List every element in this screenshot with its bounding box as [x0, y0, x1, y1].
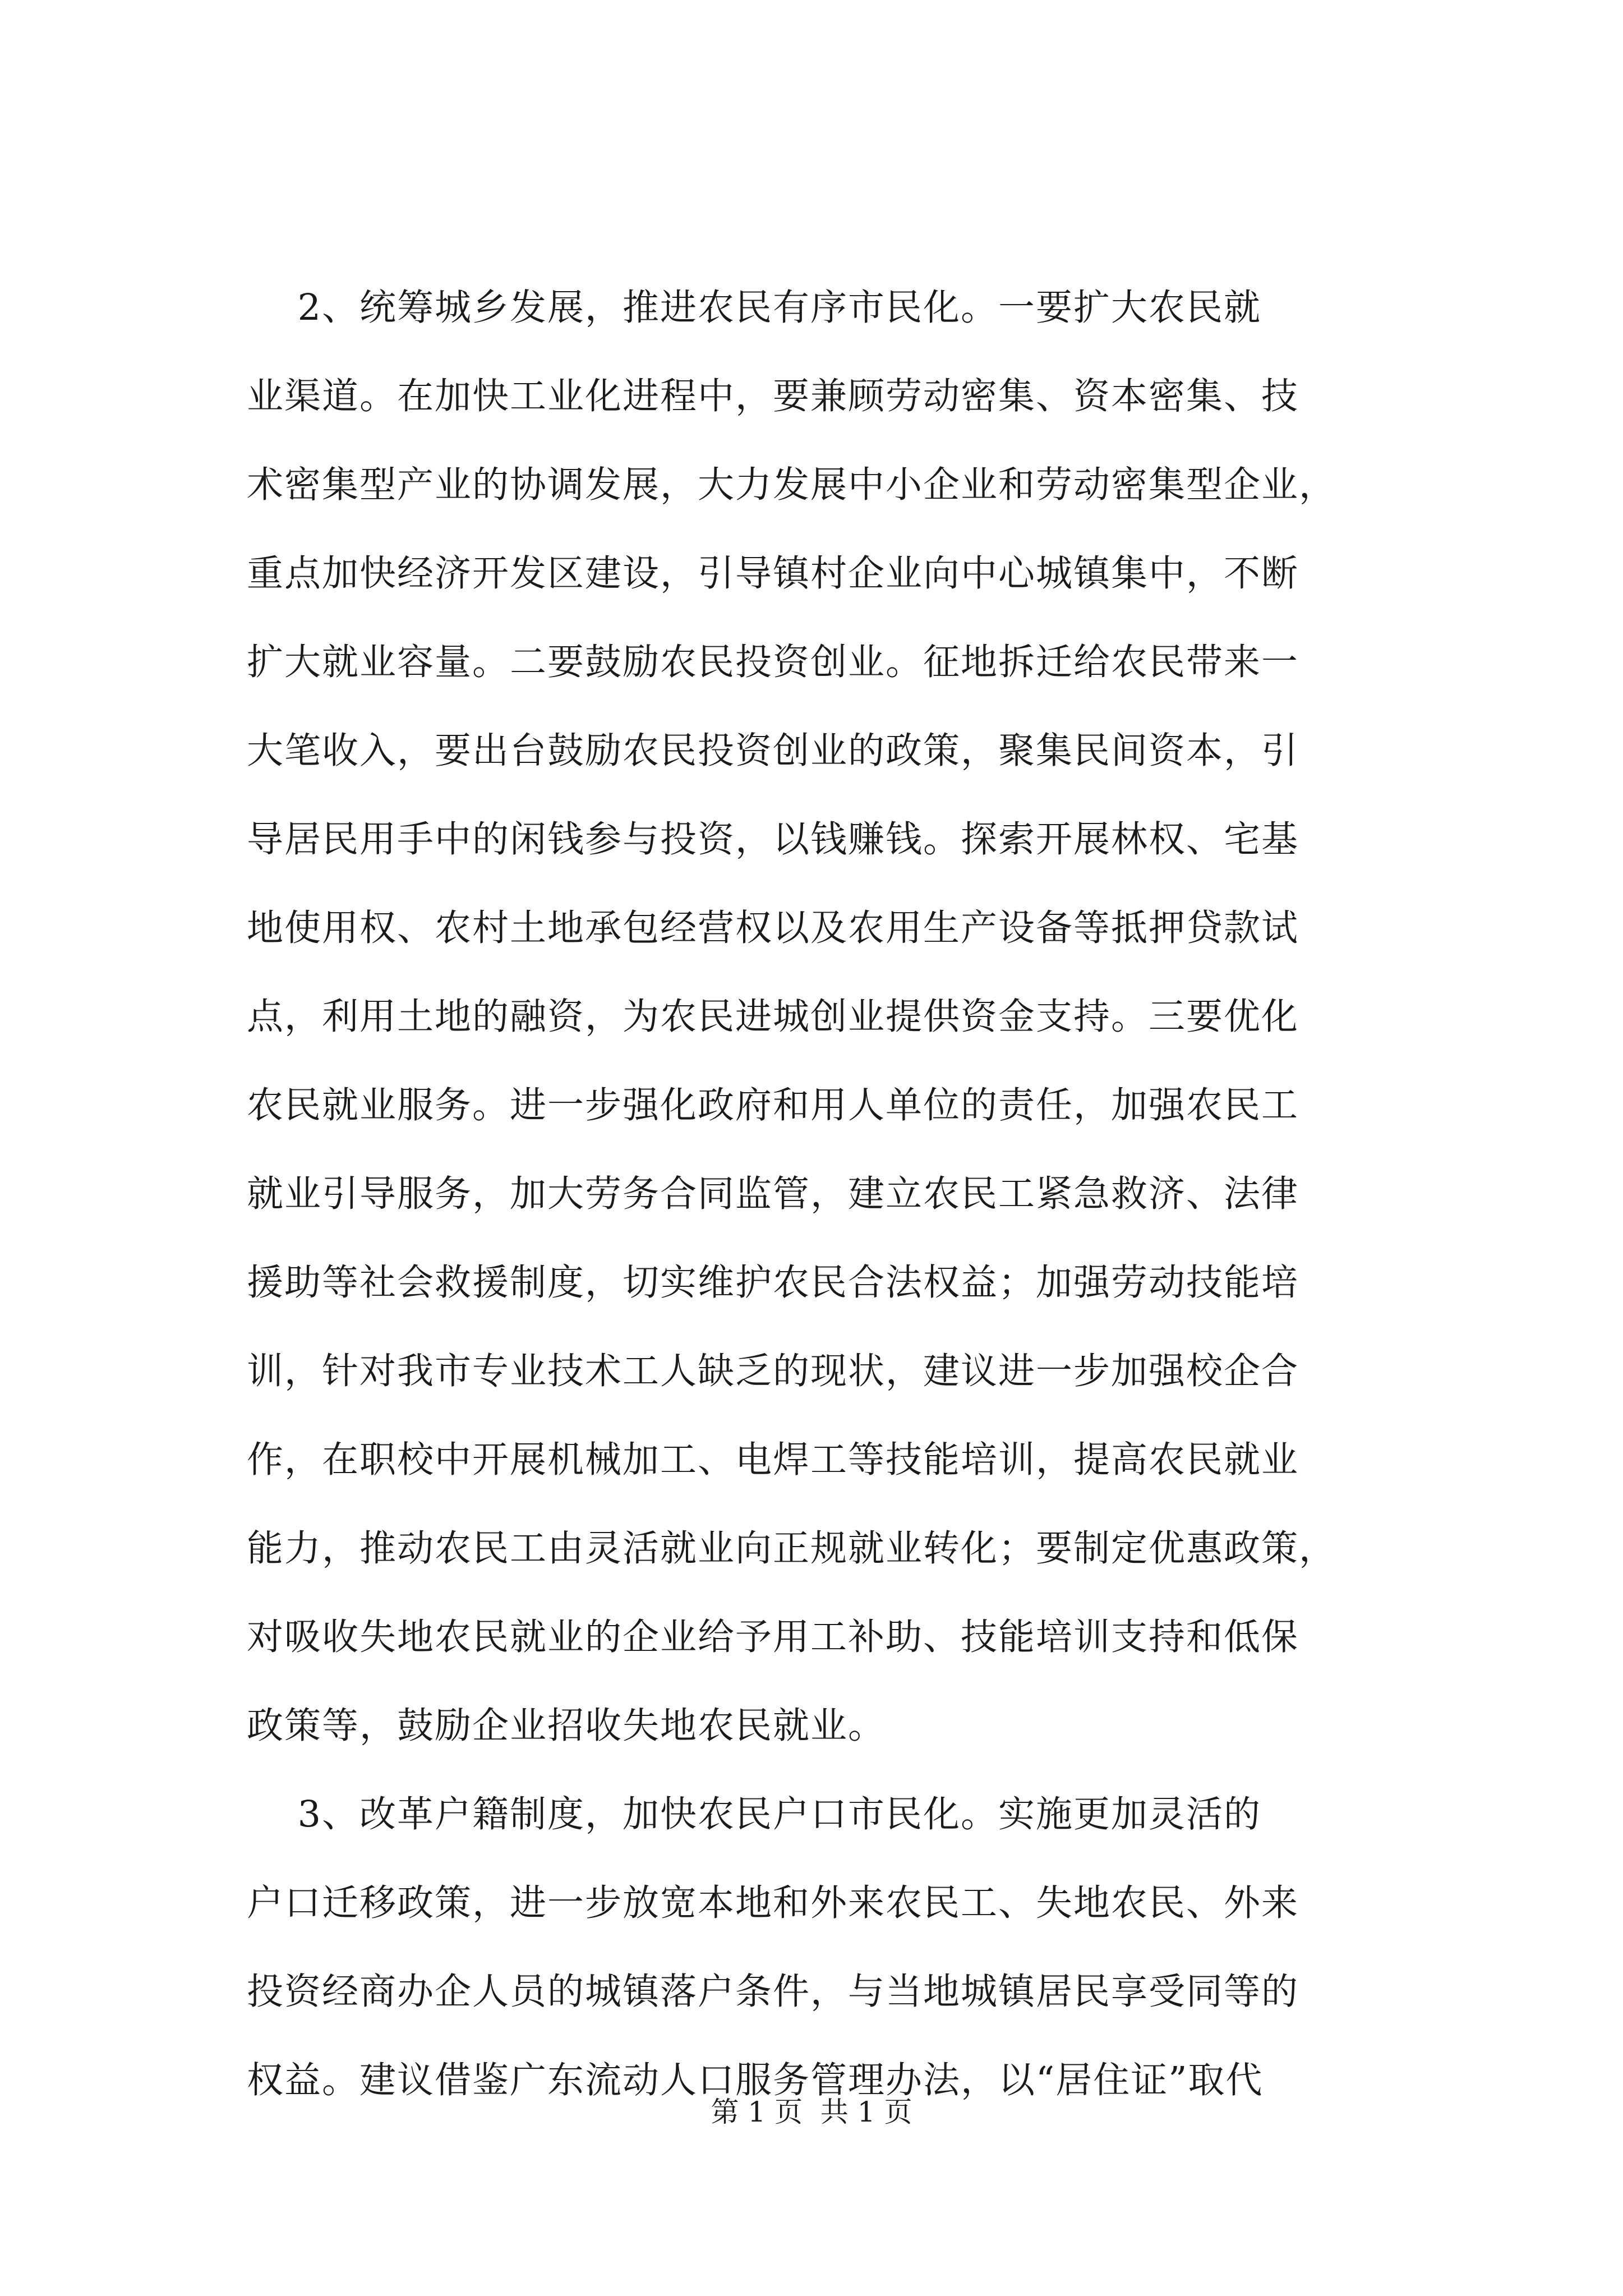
document-body — [247, 264, 1464, 2125]
body-line-19: 户口迁移政策，进一步放宽本地和外来农民工、失地农民、外来 — [247, 1882, 1299, 1924]
body-line-14: 作，在职校中开展机械加工、电焊工等技能培训，提高农民就业 — [247, 1439, 1299, 1481]
body-line-7: 导居民用手中的闲钱参与投资，以钱赚钱。探索开展林权、宅基 — [247, 818, 1299, 861]
body-line-8: 地使用权、农村土地承包经营权以及农用生产设备等抵押贷款试 — [247, 907, 1299, 949]
body-line-6: 大笔收入，要出台鼓励农民投资创业的政策，聚集民间资本，引 — [247, 730, 1299, 772]
body-line-18: 3、改革户籍制度，加快农民户口市民化。实施更加灵活的 — [247, 1793, 1262, 1835]
body-line-21: 权益。建议借鉴广东流动人口服务管理办法，以“居住证”取代 — [247, 2059, 1264, 2101]
body-line-4: 重点加快经济开发区建设，引导镇村企业向中心城镇集中，不断 — [247, 553, 1299, 595]
body-line-9: 点，利用土地的融资，为农民进城创业提供资金支持。三要优化 — [247, 996, 1299, 1038]
page-number-label: 第 1 页 共 1 页 — [711, 2096, 912, 2128]
body-line-13: 训，针对我市专业技术工人缺乏的现状，建议进一步加强校企合 — [247, 1350, 1299, 1392]
body-line-15: 能力，推动农民工由灵活就业向正规就业转化；要制定优惠政策， — [247, 1527, 1337, 1570]
body-line-10: 农民就业服务。进一步强化政府和用人单位的责任，加强农民工 — [247, 1084, 1299, 1126]
page-footer — [0, 2092, 1623, 2132]
body-line-17: 政策等，鼓励企业招收失地农民就业。 — [247, 1705, 886, 1747]
body-line-3: 术密集型产业的协调发展，大力发展中小企业和劳动密集型企业， — [247, 464, 1337, 506]
body-line-5: 扩大就业容量。二要鼓励农民投资创业。征地拆迁给农民带来一 — [247, 641, 1299, 683]
body-line-1: 2、统筹城乡发展，推进农民有序市民化。一要扩大农民就 — [247, 287, 1262, 329]
body-line-20: 投资经商办企人员的城镇落户条件，与当地城镇居民享受同等的 — [247, 1971, 1299, 2013]
body-line-2: 业渠道。在加快工业化进程中，要兼顾劳动密集、资本密集、技 — [247, 375, 1299, 417]
body-line-16: 对吸收失地农民就业的企业给予用工补助、技能培训支持和低保 — [247, 1616, 1299, 1658]
body-line-12: 援助等社会救援制度，切实维护农民合法权益；加强劳动技能培 — [247, 1262, 1299, 1304]
body-line-11: 就业引导服务，加大劳务合同监管，建立农民工紧急救济、法律 — [247, 1173, 1299, 1215]
